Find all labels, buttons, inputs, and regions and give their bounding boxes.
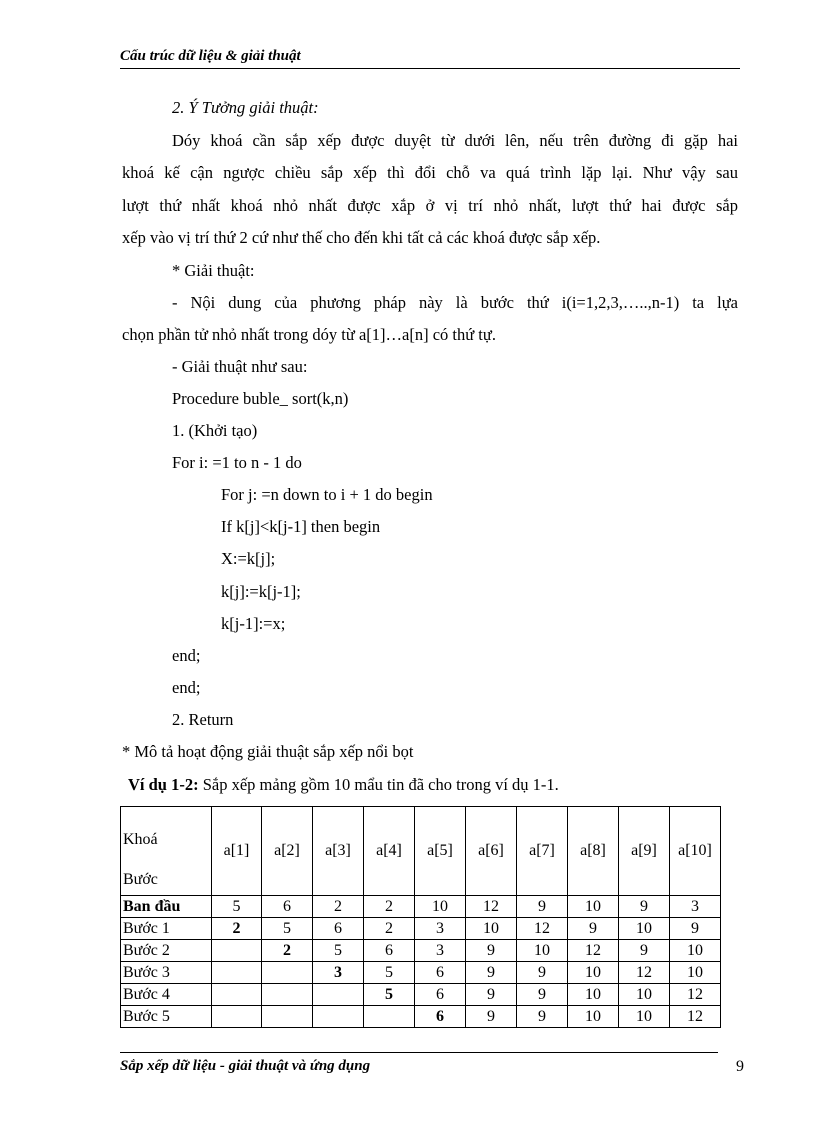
table-cell: 9 bbox=[517, 896, 568, 918]
column-header: a[5] bbox=[415, 807, 466, 896]
table-cell: 10 bbox=[568, 896, 619, 918]
column-header: a[4] bbox=[364, 807, 415, 896]
table-cell: 9 bbox=[670, 918, 721, 940]
table-cell: 10 bbox=[619, 918, 670, 940]
table-cell: 10 bbox=[619, 1006, 670, 1028]
row-label: Bước 5 bbox=[121, 1006, 212, 1028]
code-line-11: 2. Return bbox=[172, 710, 234, 729]
para1-line4: xếp vào vị trí thứ 2 cứ như thế cho đến khi tất cả các khoá được sắp xếp. bbox=[122, 228, 601, 247]
column-header: a[10] bbox=[670, 807, 721, 896]
table-row bbox=[121, 918, 721, 940]
table-cell: 3 bbox=[670, 896, 721, 918]
column-header: a[6] bbox=[466, 807, 517, 896]
table-cell: 3 bbox=[415, 940, 466, 962]
table-cell: 9 bbox=[517, 984, 568, 1006]
code-line-5: If k[j]<k[j-1] then begin bbox=[221, 517, 381, 536]
table-cell: 6 bbox=[415, 984, 466, 1006]
code-line-10: end; bbox=[172, 678, 201, 697]
example-text: Sắp xếp mảng gồm 10 mẩu tin đã cho trong ví dụ 1-1. bbox=[198, 775, 559, 794]
column-header: a[9] bbox=[619, 807, 670, 896]
table-cell: 9 bbox=[466, 940, 517, 962]
corner-top-label: Khoá bbox=[123, 831, 158, 848]
table-cell bbox=[212, 962, 262, 984]
table-cell: 2 bbox=[313, 896, 364, 918]
table-cell bbox=[313, 984, 364, 1006]
table-cell: 10 bbox=[670, 940, 721, 962]
table-cell bbox=[212, 1006, 262, 1028]
table-row bbox=[121, 1006, 721, 1028]
column-header: a[7] bbox=[517, 807, 568, 896]
table-cell: 9 bbox=[517, 1006, 568, 1028]
code-line-6: X:=k[j]; bbox=[221, 549, 276, 568]
table-cell: 10 bbox=[466, 918, 517, 940]
column-header: a[2] bbox=[262, 807, 313, 896]
table-cell: 10 bbox=[670, 962, 721, 984]
code-line-7: k[j]:=k[j-1]; bbox=[221, 582, 301, 601]
column-header: a[3] bbox=[313, 807, 364, 896]
table-cell: 2 bbox=[364, 896, 415, 918]
table-cell: 6 bbox=[415, 962, 466, 984]
table-cell: 9 bbox=[619, 896, 670, 918]
table-row bbox=[121, 962, 721, 984]
table-cell: 6 bbox=[364, 940, 415, 962]
column-header: a[8] bbox=[568, 807, 619, 896]
algo-content-line1: - Nội dung của phương pháp này là bước thứ i(i=1,2,3,…..,n-1) ta lựa bbox=[172, 293, 738, 312]
table-cell bbox=[262, 1006, 313, 1028]
table-cell: 12 bbox=[517, 918, 568, 940]
code-line-9: end; bbox=[172, 646, 201, 665]
para1-line3: lượt thứ nhất khoá nhỏ nhất được xắp ở vị trí nhỏ nhất, lượt thứ hai được sắp bbox=[122, 196, 738, 215]
table-cell: 5 bbox=[313, 940, 364, 962]
table-cell: 9 bbox=[517, 962, 568, 984]
row-label: Ban đầu bbox=[121, 896, 212, 918]
table-cell: 5 bbox=[364, 962, 415, 984]
table-cell: 10 bbox=[619, 984, 670, 1006]
algo-content-line2: chọn phần tử nhỏ nhất trong dóy từ a[1]…a[n] có thứ tự. bbox=[122, 325, 496, 344]
table-header-row bbox=[121, 807, 721, 896]
para1-line1: Dóy khoá cần sắp xếp được duyệt từ dưới lên, nếu trên đường đi gặp hai bbox=[172, 131, 738, 150]
description: * Mô tả hoạt động giải thuật sắp xếp nổi bọt bbox=[122, 742, 414, 761]
table-cell: 10 bbox=[568, 962, 619, 984]
header-divider bbox=[120, 68, 740, 69]
table-cell: 3 bbox=[415, 918, 466, 940]
table-cell: 10 bbox=[517, 940, 568, 962]
code-line-2: 1. (Khởi tạo) bbox=[172, 421, 258, 440]
table-cell: 10 bbox=[415, 896, 466, 918]
table-cell bbox=[262, 962, 313, 984]
table-cell: 12 bbox=[670, 1006, 721, 1028]
algo-intro: - Giải thuật như sau: bbox=[172, 357, 308, 376]
table-cell: 9 bbox=[466, 984, 517, 1006]
table-cell: 2 bbox=[262, 940, 313, 962]
table-cell: 9 bbox=[619, 940, 670, 962]
footer-divider bbox=[120, 1052, 718, 1053]
table-cell: 9 bbox=[466, 1006, 517, 1028]
table-cell: 9 bbox=[568, 918, 619, 940]
page-number: 9 bbox=[736, 1058, 744, 1075]
table-cell: 6 bbox=[262, 896, 313, 918]
example-label: Ví dụ 1-2: bbox=[128, 775, 199, 794]
code-line-3: For i: =1 to n - 1 do bbox=[172, 453, 302, 472]
table-cell: 12 bbox=[619, 962, 670, 984]
table-cell: 6 bbox=[415, 1006, 466, 1028]
row-label: Bước 1 bbox=[121, 918, 212, 940]
table-cell: 2 bbox=[212, 918, 262, 940]
data-table bbox=[120, 806, 721, 1028]
table-cell: 10 bbox=[568, 984, 619, 1006]
table-cell: 10 bbox=[568, 1006, 619, 1028]
column-header: a[1] bbox=[212, 807, 262, 896]
table-cell bbox=[212, 940, 262, 962]
algo-label: * Giải thuật: bbox=[172, 261, 255, 280]
row-label: Bước 4 bbox=[121, 984, 212, 1006]
table-cell bbox=[262, 984, 313, 1006]
table-row bbox=[121, 940, 721, 962]
table-cell: 9 bbox=[466, 962, 517, 984]
table-cell bbox=[364, 1006, 415, 1028]
table-cell: 6 bbox=[313, 918, 364, 940]
example-caption bbox=[128, 775, 559, 795]
code-line-1: Procedure buble_ sort(k,n) bbox=[172, 389, 349, 408]
corner-bottom-label: Bước bbox=[123, 871, 158, 888]
table-cell: 12 bbox=[466, 896, 517, 918]
table-cell: 12 bbox=[670, 984, 721, 1006]
table-cell: 5 bbox=[212, 896, 262, 918]
table-cell: 2 bbox=[364, 918, 415, 940]
row-label: Bước 2 bbox=[121, 940, 212, 962]
table-cell: 5 bbox=[364, 984, 415, 1006]
para1-line2: khoá kế cận ngược chiều sắp xếp thì đổi chỗ va quá trình lặp lại. Như vậy sau bbox=[122, 163, 738, 182]
code-line-4: For j: =n down to i + 1 do begin bbox=[221, 485, 433, 504]
header-title: Cấu trúc dữ liệu & giải thuật bbox=[120, 48, 301, 64]
table-cell: 3 bbox=[313, 962, 364, 984]
table-cell: 5 bbox=[262, 918, 313, 940]
table-cell bbox=[313, 1006, 364, 1028]
table-cell bbox=[212, 984, 262, 1006]
table-row bbox=[121, 896, 721, 918]
table-cell: 12 bbox=[568, 940, 619, 962]
table-corner-cell bbox=[121, 807, 212, 896]
row-label: Bước 3 bbox=[121, 962, 212, 984]
code-line-8: k[j-1]:=x; bbox=[221, 614, 286, 633]
section-heading: 2. Ý Tưởng giải thuật: bbox=[172, 98, 319, 117]
footer-title: Sắp xếp dữ liệu - giải thuật và ứng dụng bbox=[120, 1058, 371, 1074]
table-row bbox=[121, 984, 721, 1006]
